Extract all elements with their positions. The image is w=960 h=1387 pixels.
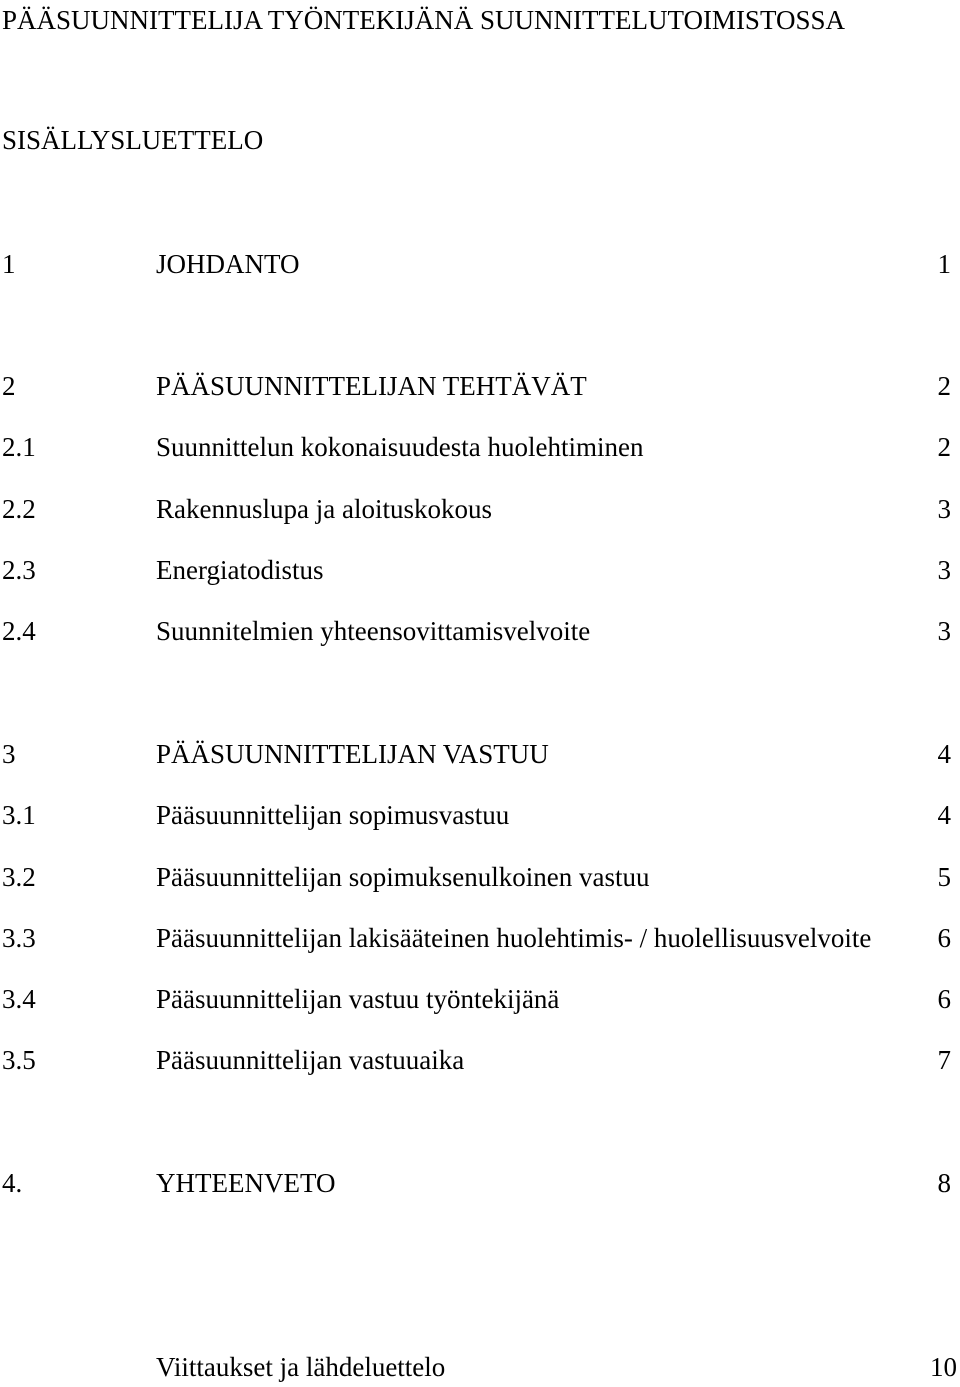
toc-entry-3[interactable] [0,734,960,774]
toc-entry-3-2[interactable] [0,857,960,897]
toc-entry-title: Viittaukset ja lähdeluettelo [156,1352,446,1382]
toc-entry-3-4[interactable] [0,979,960,1019]
toc-entry-page: 10 [930,1352,957,1382]
toc-entry-3-5[interactable] [0,1040,960,1080]
toc-entry-title: Pääsuunnittelijan sopimuksenulkoinen vastuu [156,862,650,892]
toc-entry-2-3[interactable] [0,550,960,590]
toc-entry-number: 2.2 [2,494,36,524]
toc-entry-title: YHTEENVETO [156,1168,336,1198]
toc-entry-title: Rakennuslupa ja aloituskokous [156,494,492,524]
toc-entry-number: 3.5 [2,1045,36,1075]
toc-entry-3-1[interactable] [0,795,960,835]
toc-entry-page: 7 [937,1045,951,1075]
toc-entry-page: 5 [937,862,951,892]
toc-entry-page: 6 [937,923,951,953]
toc-entry-title: Suunnitelmien yhteensovittamisvelvoite [156,616,591,646]
toc-entry-3-3[interactable] [0,918,960,958]
toc-entry-number: 2.1 [2,432,36,462]
toc-entry-title: JOHDANTO [156,249,300,279]
toc-entry-title: Energiatodistus [156,555,324,585]
toc-entry-2-4[interactable] [0,611,960,651]
toc-entry-2-1[interactable] [0,427,960,467]
toc-entry-page: 8 [937,1168,951,1198]
toc-entry-page: 3 [937,616,951,646]
toc-entry-number: 3.2 [2,862,36,892]
toc-entry-number: 1 [2,249,16,279]
toc-entry-title: Pääsuunnittelijan lakisääteinen huolehtimis- / huolellisuusvelvoite [156,923,872,953]
toc-entry-title: Pääsuunnittelijan vastuuaika [156,1045,465,1075]
toc-entry-number: 3.4 [2,984,36,1014]
toc-entry-page: 2 [937,371,951,401]
toc-entry-1[interactable] [0,244,960,284]
toc-entry-number: 4. [2,1168,23,1198]
toc-entry-title: Pääsuunnittelijan vastuu työntekijänä [156,984,560,1014]
document-title: PÄÄSUUNNITTELIJA TYÖNTEKIJÄNÄ SUUNNITTELUTOIMISTOSSA [2,5,845,35]
toc-entry-4[interactable] [0,1163,960,1203]
toc-entry-page: 3 [937,555,951,585]
toc-entry-page: 4 [937,739,951,769]
toc-entry-page: 3 [937,494,951,524]
toc-entry-number: 3.1 [2,800,36,830]
toc-entry-title: Suunnittelun kokonaisuudesta huolehtiminen [156,432,644,462]
toc-entry-references[interactable] [0,1347,960,1387]
toc-entry-2[interactable] [0,366,960,406]
toc-entry-page: 6 [937,984,951,1014]
toc-entry-number: 3 [2,739,16,769]
toc-entry-number: 2.4 [2,616,36,646]
toc-heading: SISÄLLYSLUETTELO [2,125,264,155]
toc-entry-title: PÄÄSUUNNITTELIJAN VASTUU [156,739,549,769]
toc-entry-title: PÄÄSUUNNITTELIJAN TEHTÄVÄT [156,371,587,401]
toc-entry-title: Pääsuunnittelijan sopimusvastuu [156,800,510,830]
toc-entry-number: 2.3 [2,555,36,585]
toc-entry-page: 4 [937,800,951,830]
toc-entry-2-2[interactable] [0,489,960,529]
toc-entry-number: 3.3 [2,923,36,953]
toc-entry-page: 1 [937,249,951,279]
toc-entry-number: 2 [2,371,16,401]
toc-entry-page: 2 [937,432,951,462]
